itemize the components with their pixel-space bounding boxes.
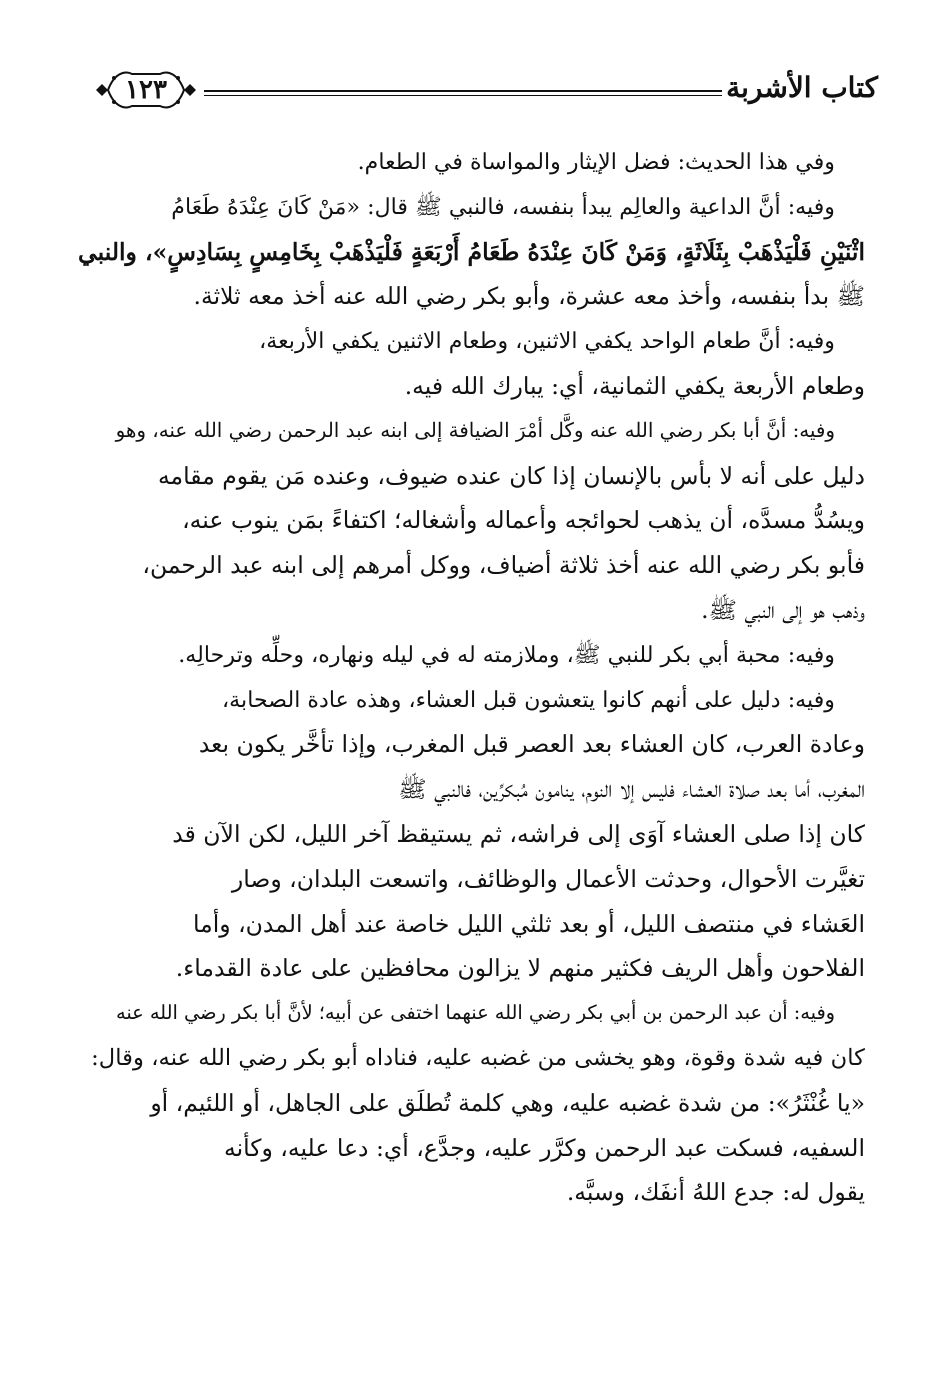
page-number-badge — [94, 64, 198, 116]
text-line: ﷺ بدأ بنفسه، وأخذ معه عشرة، وأبو بكر رضي الله عنه أخذ معه ثلاثة. — [193, 282, 865, 311]
text-line: وعادة العرب، كان العشاء بعد العصر قبل المغرب، وإذا تأخَّر يكون بعد — [198, 730, 865, 759]
paragraph-5 — [75, 633, 865, 678]
text-line: وفيه: دليل على أنهم كانوا يتعشون قبل العشاء، وهذه عادة الصحابة، — [222, 686, 835, 713]
page-number: ١٢٣ — [125, 75, 167, 105]
text-line: وطعام الأربعة يكفي الثمانية، أي: يبارك الله فيه. — [404, 371, 865, 400]
text-line: السفيه، فسكت عبد الرحمن وكرَّر عليه، وجدَّع، أي: دعا عليه، وكأنه — [223, 1133, 865, 1162]
body-text — [75, 140, 865, 1215]
text-line-quote: اثْنَيْنِ فَلْيَذْهَبْ بِثَلَاثَةٍ، وَمَنْ كَانَ عِنْدَهُ طَعَامُ أَرْبَعَةٍ فَلْيَذْهَبْ بِخَامِسٍ بِسَادِسٍ»، والنبي — [78, 237, 865, 266]
chapter-title: كتاب الأشربة — [726, 71, 878, 104]
text-line: وفيه: أنَّ أبا بكر رضي الله عنه وكَّل أمْرَ الضيافة إلى ابنه عبد الرحمن رضي الله عنه، وهو — [115, 418, 835, 442]
text-line: وفيه: محبة أبي بكر للنبي ﷺ، وملازمته له في ليله ونهاره، وحلِّه وترحالِه. — [178, 641, 835, 668]
text-line: دليل على أنه لا بأس بالإنسان إذا كان عنده ضيوف، وعنده مَن يقوم مقامه — [157, 461, 865, 490]
text-line: تغيَّرت الأحوال، وحدثت الأعمال والوظائف، واتسعت البلدان، وصار — [231, 864, 865, 893]
text-line: الفلاحون وأهل الريف فكثير منهم لا يزالون محافظين على عادة القدماء. — [175, 954, 865, 983]
paragraph-3 — [75, 319, 865, 409]
page-header — [92, 62, 878, 114]
text-line: وذهب هو إلى النبي ﷺ. — [701, 595, 865, 624]
text-line: «يا غُنْثَرُ»: من شدة غضبه عليه، وهي كلمة تُطلَق على الجاهل، أو اللئيم، أو — [150, 1088, 865, 1117]
header-rule-thin — [204, 95, 722, 96]
text-line: وفيه: أنَّ طعام الواحد يكفي الاثنين، وطعام الاثنين يكفي الأربعة، — [259, 328, 835, 355]
paragraph-6 — [75, 678, 865, 992]
text-line: وفيه: أن عبد الرحمن بن أبي بكر رضي الله عنهما اختفى عن أبيه؛ لأنَّ أبا بكر رضي الله عنه — [116, 1001, 835, 1025]
text-line: كان فيه شدة وقوة، وهو يخشى من غضبه عليه، فناداه أبو بكر رضي الله عنه، وقال: — [91, 1044, 865, 1071]
text-line: وفي هذا الحديث: فضل الإيثار والمواساة في الطعام. — [357, 149, 835, 175]
text-line: كان إذا صلى العشاء آوَى إلى فراشه، ثم يستيقظ آخر الليل، لكن الآن قد — [172, 819, 865, 848]
header-rule — [204, 90, 722, 92]
text-line: فأبو بكر رضي الله عنه أخذ ثلاثة أضياف، ووكل أمرهم إلى ابنه عبد الرحمن، — [142, 551, 865, 580]
text-line: العَشاء في منتصف الليل، أو بعد ثلثي الليل خاصة عند أهل المدن، وأما — [192, 909, 865, 938]
text-line: وفيه: أنَّ الداعية والعالِم يبدأ بنفسه، فالنبي ﷺ قال: «مَنْ كَانَ عِنْدَهُ طَعَامُ — [171, 193, 835, 220]
text-line: يقول له: جدع اللهُ أنفَك، وسبَّه. — [566, 1178, 865, 1207]
text-line: ويسُدُّ مسدَّه، أن يذهب لحوائجه وأعماله وأشغاله؛ اكتفاءً بمَن ينوب عنه، — [182, 506, 865, 535]
paragraph-7 — [75, 991, 865, 1215]
text-line: المغرب، أما بعد صلاة العشاء فليس إلا النوم، ينامون مُبكرِّين، فالنبي ﷺ — [398, 775, 865, 804]
paragraph-2 — [75, 185, 865, 319]
paragraph-1 — [75, 140, 865, 185]
paragraph-4 — [75, 409, 865, 633]
